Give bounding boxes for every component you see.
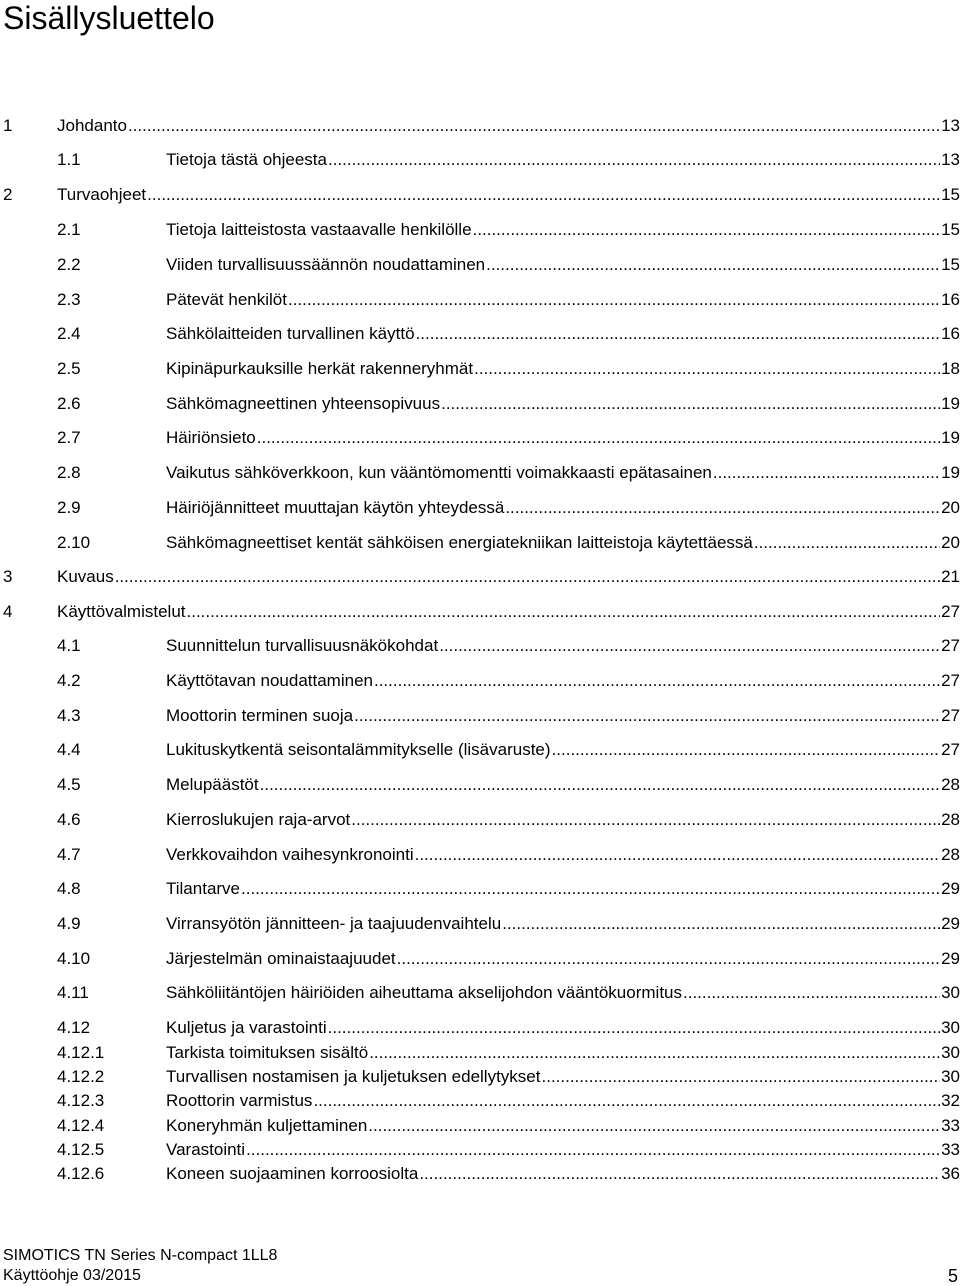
toc-entry-title: Sähkömagneettinen yhteensopivuus: [166, 394, 441, 413]
toc-entry[interactable]: [0, 808, 960, 832]
toc-dot-leader: [397, 947, 940, 971]
toc-entry[interactable]: [0, 600, 960, 624]
toc-dot-leader: [415, 843, 940, 867]
toc-entry-number: 4.12.5: [57, 1140, 105, 1159]
toc-entry-title: Koneryhmän kuljettaminen: [166, 1116, 368, 1135]
toc-entry-number: 4.12.3: [57, 1091, 105, 1110]
toc-dot-leader: [313, 1089, 940, 1113]
toc-entry-page: 30: [941, 1018, 960, 1037]
toc-dot-leader: [441, 392, 940, 416]
toc-entry[interactable]: [0, 531, 960, 555]
toc-entry[interactable]: [0, 773, 960, 797]
toc-dot-leader: [683, 981, 940, 1005]
toc-entry-page: 33: [941, 1140, 960, 1159]
toc-entry-title: Tietoja tästä ohjeesta: [166, 150, 327, 169]
toc-entry-title: Roottorin varmistus: [166, 1091, 313, 1110]
toc-entry[interactable]: [0, 634, 960, 658]
toc-dot-leader: [187, 600, 941, 624]
footer-line-1: SIMOTICS TN Series N-compact 1LL8: [3, 1247, 278, 1264]
toc-entry[interactable]: [0, 114, 960, 138]
toc-entry-page: 20: [941, 533, 960, 552]
toc-entry-number: 4.4: [57, 740, 81, 759]
toc-entry-number: 4.2: [57, 671, 81, 690]
toc-entry-title: Turvallisen nostamisen ja kuljetuksen edellytykset: [166, 1067, 541, 1086]
toc-entry[interactable]: [0, 738, 960, 762]
toc-entry-page: 16: [941, 290, 960, 309]
toc-entry[interactable]: [0, 357, 960, 381]
toc-entry-number: 4.12.4: [57, 1116, 105, 1135]
footer-document-info: Käyttöohje 03/2015: [3, 1267, 141, 1284]
toc-entry-number: 2.7: [57, 428, 81, 447]
toc-entry[interactable]: [0, 912, 960, 936]
toc-entry-title: Koneen suojaaminen korroosiolta: [166, 1164, 419, 1183]
toc-entry-number: 2.3: [57, 290, 81, 309]
toc-entry[interactable]: [0, 1041, 960, 1065]
page-number: 5: [947, 1266, 958, 1286]
toc-entry[interactable]: [0, 1114, 960, 1138]
toc-entry-title: Turvaohjeet: [57, 185, 147, 204]
toc-dot-leader: [439, 634, 940, 658]
toc-entry[interactable]: [0, 1089, 960, 1113]
toc-entry[interactable]: [0, 322, 960, 346]
toc-entry-number: 4.12.1: [57, 1043, 105, 1062]
toc-entry-page: 27: [941, 706, 960, 725]
toc-entry-number: 1: [3, 116, 13, 135]
toc-dot-leader: [486, 253, 940, 277]
toc-entry[interactable]: [0, 1065, 960, 1089]
toc-dot-leader: [474, 357, 940, 381]
toc-dot-leader: [115, 565, 940, 589]
toc-entry-number: 4.1: [57, 636, 81, 655]
toc-entry-page: 27: [941, 636, 960, 655]
toc-entry-title: Häiriönsieto: [166, 428, 256, 447]
toc-dot-leader: [241, 877, 940, 901]
toc-dot-leader: [374, 669, 940, 693]
toc-entry-page: 30: [941, 1043, 960, 1062]
toc-dot-leader: [288, 288, 940, 312]
toc-entry-page: 19: [941, 463, 960, 482]
toc-dot-leader: [502, 912, 940, 936]
toc-entry-number: 4.10: [57, 949, 91, 968]
toc-entry[interactable]: [0, 1016, 960, 1040]
toc-entry-number: 2.6: [57, 394, 81, 413]
toc-entry-page: 30: [941, 1067, 960, 1086]
toc-entry-title: Tietoja laitteistosta vastaavalle henkilölle: [166, 220, 472, 239]
toc-entry-number: 3: [3, 567, 13, 586]
toc-entry-page: 28: [941, 845, 960, 864]
toc-entry-page: 29: [941, 949, 960, 968]
toc-entry-title: Verkkovaihdon vaihesynkronointi: [166, 845, 414, 864]
toc-entry[interactable]: [0, 981, 960, 1005]
toc-entry-title: Melupäästöt: [166, 775, 259, 794]
toc-entry-title: Pätevät henkilöt: [166, 290, 287, 309]
toc-entry[interactable]: [0, 877, 960, 901]
toc-entry-page: 13: [941, 150, 960, 169]
toc-dot-leader: [128, 114, 940, 138]
toc-entry-number: 4.8: [57, 879, 81, 898]
toc-entry-page: 28: [941, 810, 960, 829]
toc-entry-number: 2.4: [57, 324, 81, 343]
toc-entry[interactable]: [0, 843, 960, 867]
toc-dot-leader: [473, 218, 941, 242]
toc-dot-leader: [328, 148, 940, 172]
toc-dot-leader: [328, 1016, 940, 1040]
toc-entry-page: 27: [941, 740, 960, 759]
toc-entry-page: 27: [941, 602, 960, 621]
toc-entry[interactable]: [0, 1162, 960, 1186]
toc-entry-number: 4.12: [57, 1018, 91, 1037]
toc-entry-title: Kierroslukujen raja-arvot: [166, 810, 351, 829]
toc-dot-leader: [351, 808, 940, 832]
toc-entry[interactable]: [0, 218, 960, 242]
toc-entry-number: 2.2: [57, 255, 81, 274]
toc-entry-title: Moottorin terminen suoja: [166, 706, 354, 725]
toc-entry[interactable]: [0, 565, 960, 589]
toc-dot-leader: [505, 496, 940, 520]
toc-entry-page: 18: [941, 359, 960, 378]
toc-entry-page: 29: [941, 914, 960, 933]
toc-dot-leader: [713, 461, 940, 485]
toc-entry-page: 19: [941, 428, 960, 447]
toc-entry[interactable]: [0, 669, 960, 693]
toc-dot-leader: [246, 1138, 940, 1162]
toc-entry[interactable]: [0, 496, 960, 520]
toc-entry-title: Suunnittelun turvallisuusnäkökohdat: [166, 636, 439, 655]
toc-entry-title: Käyttövalmistelut: [57, 602, 186, 621]
toc-entry-title: Tarkista toimituksen sisältö: [166, 1043, 369, 1062]
toc-entry-number: 4.12.2: [57, 1067, 105, 1086]
toc-entry-page: 20: [941, 498, 960, 517]
toc-entry-title: Johdanto: [57, 116, 127, 135]
toc-entry-title: Vaikutus sähköverkkoon, kun vääntömomentti voimakkaasti epätasainen: [166, 463, 712, 482]
toc-entry-title: Järjestelmän ominaistaajuudet: [166, 949, 396, 968]
toc-entry-title: Sähköliitäntöjen häiriöiden aiheuttama akselijohdon vääntökuormitus: [166, 983, 682, 1002]
toc-entry-number: 4.7: [57, 845, 81, 864]
toc-entry-page: 21: [941, 567, 960, 586]
toc-entry-page: 19: [941, 394, 960, 413]
toc-entry-title: Sähkömagneettiset kentät sähköisen energiatekniikan laitteistoja käytettäessä: [166, 533, 753, 552]
toc-entry-number: 4.3: [57, 706, 81, 725]
toc-entry[interactable]: [0, 1138, 960, 1162]
toc-entry-number: 4.9: [57, 914, 81, 933]
toc-entry-page: 13: [941, 116, 960, 135]
toc-entry[interactable]: [0, 288, 960, 312]
toc-entry-number: 2.10: [57, 533, 91, 552]
toc-entry-page: 27: [941, 671, 960, 690]
toc-entry-page: 30: [941, 983, 960, 1002]
toc-entry-title: Häiriöjännitteet muuttajan käytön yhteydessä: [166, 498, 505, 517]
page-title: Sisällysluettelo: [3, 0, 215, 36]
toc-entry-number: 2.5: [57, 359, 81, 378]
toc-entry[interactable]: [0, 947, 960, 971]
toc-dot-leader: [257, 426, 940, 450]
toc-dot-leader: [368, 1114, 940, 1138]
toc-entry-title: Kuvaus: [57, 567, 114, 586]
toc-entry-page: 29: [941, 879, 960, 898]
toc-entry-title: Käyttötavan noudattaminen: [166, 671, 373, 690]
toc-entry-page: 16: [941, 324, 960, 343]
toc-entry[interactable]: [0, 426, 960, 450]
toc-entry[interactable]: [0, 461, 960, 485]
toc-dot-leader: [419, 1162, 940, 1186]
toc-dot-leader: [416, 322, 941, 346]
toc-entry-number: 4.11: [57, 983, 89, 1002]
toc-entry-title: Viiden turvallisuussäännön noudattaminen: [166, 255, 486, 274]
toc-entry-number: 4.5: [57, 775, 81, 794]
toc-entry-title: Lukituskytkentä seisontalämmitykselle (lisävaruste): [166, 740, 551, 759]
toc-dot-leader: [147, 183, 940, 207]
toc-entry-page: 32: [941, 1091, 960, 1110]
toc-entry-number: 4: [3, 602, 13, 621]
toc-entry[interactable]: [0, 148, 960, 172]
toc-entry-page: 33: [941, 1116, 960, 1135]
toc-entry-number: 2.9: [57, 498, 81, 517]
toc-entry-title: Virransyötön jännitteen- ja taajuudenvaihtelu: [166, 914, 502, 933]
toc-entry-title: Kipinäpurkauksille herkät rakenneryhmät: [166, 359, 474, 378]
toc-entry-number: 4.12.6: [57, 1164, 105, 1183]
toc-entry-number: 2.1: [57, 220, 81, 239]
toc-entry[interactable]: [0, 253, 960, 277]
toc-entry-page: 15: [941, 255, 960, 274]
toc-entry-number: 2: [3, 185, 13, 204]
toc-entry-page: 36: [941, 1164, 960, 1183]
toc-entry-page: 15: [941, 185, 960, 204]
toc-entry-title: Kuljetus ja varastointi: [166, 1018, 327, 1037]
toc-entry-number: 2.8: [57, 463, 81, 482]
toc-dot-leader: [354, 704, 940, 728]
toc-entry[interactable]: [0, 392, 960, 416]
toc-dot-leader: [260, 773, 940, 797]
toc-entry-page: 28: [941, 775, 960, 794]
toc-dot-leader: [754, 531, 940, 555]
toc-entry[interactable]: [0, 704, 960, 728]
toc-entry-number: 1.1: [57, 150, 81, 169]
toc-dot-leader: [552, 738, 941, 762]
toc-entry-number: 4.6: [57, 810, 81, 829]
toc-entry-title: Tilantarve: [166, 879, 241, 898]
toc-entry-page: 15: [941, 220, 960, 239]
toc-entry-title: Varastointi: [166, 1140, 246, 1159]
toc-dot-leader: [542, 1065, 941, 1089]
toc-dot-leader: [369, 1041, 940, 1065]
footer-line-2: [3, 1266, 958, 1286]
toc-entry[interactable]: [0, 183, 960, 207]
toc-entry-title: Sähkölaitteiden turvallinen käyttö: [166, 324, 415, 343]
